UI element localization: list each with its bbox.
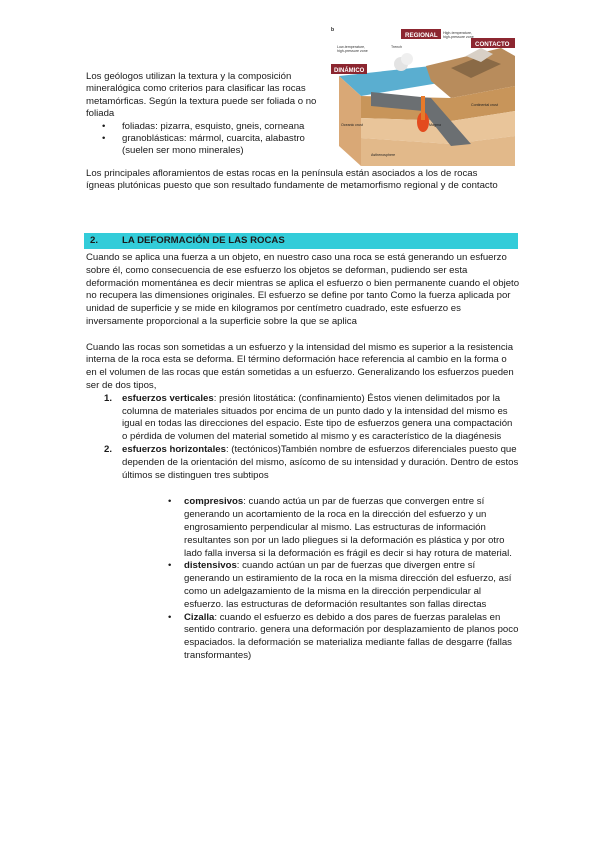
texture-list xyxy=(86,121,322,158)
list-item xyxy=(184,496,520,560)
item-text: : presión litostática: (confinamiento) Éstos vienen delimitados por la columna de materiales situados por encima de un punto dado y la intensidad del mismo es igual en todas las direcciones del espacio. Este tipo de esfuerzos genera una compactación o pérdida de volumen del material sometido al mismo y es característico de la diagénesis xyxy=(122,392,513,443)
label-trench: Trench xyxy=(391,45,403,49)
subitem-term: compresivos xyxy=(184,496,244,508)
tag-contacto: CONTACTO xyxy=(475,41,510,48)
item-text: : (tectónicos)También nombre de esfuerzos diferenciales puesto que dependen de la orientación del mismo, asícomo de su intensidad y duración. Dentro de estos últimos se distinguen tres subtipos xyxy=(122,443,519,481)
item-number: 1. xyxy=(104,392,113,404)
block-diagram-image xyxy=(331,26,515,169)
list-item xyxy=(86,393,520,444)
subitem-text: : cuando el esfuerzo es debido a dos pares de fuerzas paralelas en sentido contrario. genera una deformación por desplazamiento de planos poco espaciados. la deformación se materializa mediante fallas de desgarre (fallas transformantes) xyxy=(184,611,519,661)
subtypes-list xyxy=(86,496,520,662)
subitem-text: : cuando actúan un par de fuerzas que divergen entre sí generando un estiramiento de la roca en la misma dirección del esfuerzo, así como un adelgazamiento de la misma en la dirección perpendicular al esfuerzo. las estructuras de deformación resultantes son fallas directas xyxy=(184,560,512,610)
paragraph-2: Cuando las rocas son sometidas a un esfuerzo y la intensidad del mismo es superior a la resistencia interna de la roca esta se deforma. El término deformación hace referencia al cambio en la forma o en el volumen de las rocas que están sometidas a un esfuerzo. Generalizando los esfuerzos pueden ser de dos tipos, xyxy=(86,341,514,391)
label-oceanic: Oceanic crust xyxy=(341,123,363,127)
subitem-term: Cizalla xyxy=(184,611,215,623)
list-item xyxy=(86,133,322,158)
item-term: esfuerzos verticales xyxy=(122,392,214,404)
subitem-text: : cuando actúa un par de fuerzas que convergen entre sí generando un acortamiento de la roca en la dirección del esfuerzo y un engrosamiento perpendicular al mismo. Las estructuras de información resultantes son por un lado pliegues si la deformación es plástica y por otro lado falla inversa si la deformación es frágil es decir si hay rotura de material. xyxy=(184,496,512,559)
label-continental: Continental crust xyxy=(471,103,498,107)
stress-types-list xyxy=(86,393,520,483)
label-asthenosphere: Asthenosphere xyxy=(371,153,396,157)
label-lowtemp-2: high-pressure zone xyxy=(337,49,368,53)
term-text: pizarra, esquisto, gneis, corneana xyxy=(157,120,305,132)
section-heading xyxy=(84,233,518,249)
label-magma: Magma xyxy=(429,123,441,127)
label-pressure-2: high-pressure zone xyxy=(443,35,474,39)
list-item xyxy=(86,121,322,133)
metamorphism-diagram xyxy=(331,26,515,169)
term: granoblásticas: xyxy=(122,133,187,145)
tag-dinamico: DINÁMICO xyxy=(334,68,365,74)
subitem-term: distensivos xyxy=(184,560,237,572)
item-term: esfuerzos horizontales xyxy=(122,443,226,455)
term: foliadas: xyxy=(122,120,158,132)
term-text: mármol, cuarcita, alabastro (suelen ser mono minerales) xyxy=(122,133,305,157)
list-item xyxy=(86,444,520,482)
intro-paragraph: Los geólogos utilizan la textura y la composición mineralógica como criterios para clasificar las rocas metamórficas. Según la textura puede ser foliada o no foliada xyxy=(86,71,317,120)
paragraph-1: Cuando se aplica una fuerza a un objeto, en nuestro caso una roca se está generando un esfuerzo sobre él, como consecuencia de ese esfuerzo los objetos se deforman, pudiendo ser esta deformación momentánea es decir mientras se aplica el esfuerzo o bien permanente cuando el objeto no recupera las dimensiones originales. El esfuerzo se define por tanto Como la fuerza aplicada por unidad de superficie y se mide en kilogramos por centímetro cuadrado, este esfuerzo es inversamente proporcional a la superficie sobre la que se aplica xyxy=(86,252,520,327)
section-body xyxy=(86,252,520,663)
outcrops-paragraph: Los principales afloramientos de estas rocas en la península están asociados a los de rocas ígneas plutónicas puesto que son resultado fundamente de metamorfismo regional y de contacto xyxy=(86,168,498,192)
label-pressure-1: High-temperature, xyxy=(443,31,472,35)
list-item xyxy=(184,612,520,663)
list-item xyxy=(184,560,520,611)
section-number: 2. xyxy=(90,235,99,246)
label-lowtemp: Low-temperature, xyxy=(337,45,366,49)
intro-block xyxy=(86,71,322,158)
tag-regional: REGIONAL xyxy=(405,32,438,39)
section-title: LA DEFORMACIÓN DE LAS ROCAS xyxy=(122,235,285,246)
item-number: 2. xyxy=(104,443,113,455)
panel-letter: b xyxy=(331,27,335,33)
